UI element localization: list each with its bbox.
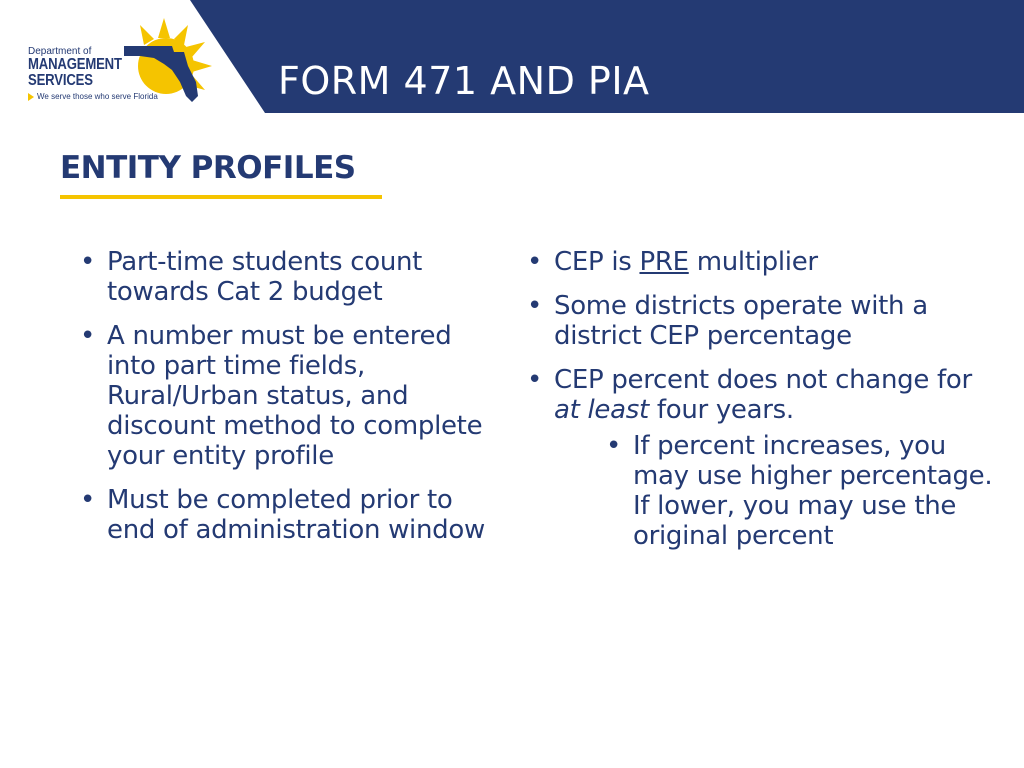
- bullet-text-italic: at least: [554, 395, 649, 425]
- right-column: [527, 247, 997, 565]
- right-bullet-item: [527, 247, 997, 277]
- left-column: [80, 247, 500, 559]
- dms-logo: [28, 8, 198, 112]
- slide-title: FORM 471 AND PIA: [278, 59, 650, 103]
- bullet-text-underlined: PRE: [639, 247, 689, 277]
- logo-department: Department of: [28, 46, 92, 57]
- bullet-text-pre: CEP percent does not change for: [554, 365, 972, 395]
- right-bullet-list: [527, 247, 997, 551]
- section-heading: ENTITY PROFILES: [60, 150, 356, 186]
- logo-tagline-text: We serve those who serve Florida: [37, 92, 158, 101]
- logo-tagline: [28, 91, 158, 103]
- left-bullet-item: • Must be completed prior to end of administration window: [80, 485, 500, 545]
- bullet-text-post: four years.: [648, 395, 794, 425]
- right-bullet-item: • Some districts operate with a district CEP percentage: [527, 291, 997, 351]
- logo-management: MANAGEMENT: [28, 56, 122, 73]
- logo-text: [28, 46, 158, 103]
- bullet-text-post: multiplier: [688, 247, 818, 277]
- bullet-text-pre: CEP is: [554, 247, 640, 277]
- sub-bullet-list: [554, 431, 997, 551]
- left-bullet-list: [80, 247, 500, 545]
- sub-bullet-item: • If percent increases, you may use higher percentage. If lower, you may use the original percent: [606, 431, 997, 551]
- right-bullet-item: [527, 365, 997, 551]
- heading-underline: [60, 195, 382, 199]
- logo-services: SERVICES: [28, 72, 93, 89]
- play-arrow-icon: [28, 93, 34, 101]
- left-bullet-item: • A number must be entered into part time fields, Rural/Urban status, and discount method to complete your entity profile: [80, 321, 500, 471]
- left-bullet-item: • Part-time students count towards Cat 2 budget: [80, 247, 500, 307]
